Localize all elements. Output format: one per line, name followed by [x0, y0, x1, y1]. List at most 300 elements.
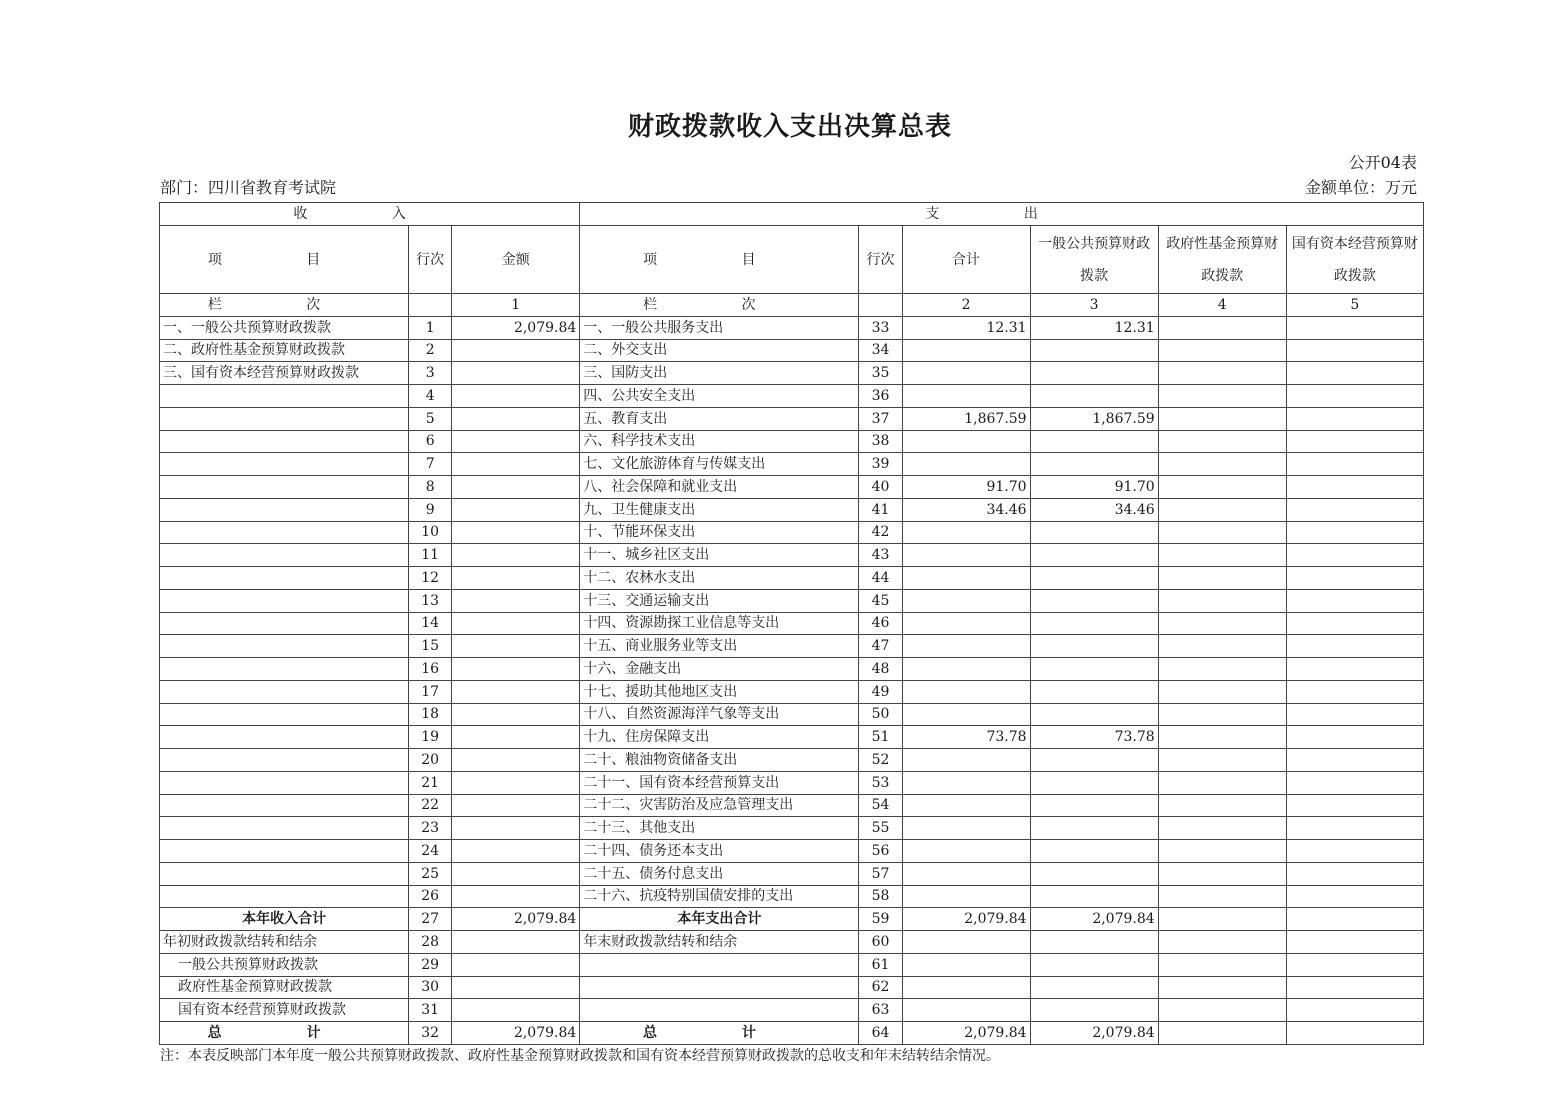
table-row: [160, 407, 1424, 430]
table-row: [160, 749, 1424, 772]
expense-line-cell: 42: [859, 521, 902, 544]
expense-state-capital-cell: [1286, 703, 1423, 726]
expense-gov-fund-cell: [1158, 999, 1286, 1022]
income-line-cell: 28: [409, 931, 452, 954]
expense-line-cell: 62: [859, 976, 902, 999]
expense-general-budget-cell: 2,079.84: [1030, 908, 1158, 931]
table-row: [160, 567, 1424, 590]
income-line-cell: 24: [409, 840, 452, 863]
expense-total-cell: [902, 885, 1030, 908]
income-amount-cell: [452, 771, 580, 794]
expense-state-capital-cell: [1286, 840, 1423, 863]
expense-general-budget-cell: [1030, 817, 1158, 840]
expense-state-capital-cell: [1286, 362, 1423, 385]
expense-item-cell: 年末财政拨款结转和结余: [580, 931, 859, 954]
income-item-cell: [160, 703, 409, 726]
income-item-cell: [160, 794, 409, 817]
expense-line-header: 行次: [859, 226, 902, 294]
income-amount-cell: [452, 544, 580, 567]
table-row: [160, 794, 1424, 817]
expense-line-cell: 35: [859, 362, 902, 385]
income-amount-cell: [452, 840, 580, 863]
expense-general-budget-cell: [1030, 544, 1158, 567]
expense-gov-fund-cell: [1158, 385, 1286, 408]
income-item-cell: 一、一般公共预算财政拨款: [160, 316, 409, 339]
expense-general-budget-cell: [1030, 521, 1158, 544]
expense-item-cell: 十二、农林水支出: [580, 567, 859, 590]
income-lanci-label: 栏 次: [160, 294, 409, 317]
expense-total-cell: 12.31: [902, 316, 1030, 339]
income-item-cell: 一般公共预算财政拨款: [160, 953, 409, 976]
expense-gov-fund-cell: [1158, 749, 1286, 772]
expense-gov-fund-cell: [1158, 635, 1286, 658]
expense-total-cell: 1,867.59: [902, 407, 1030, 430]
expense-total-cell: [902, 703, 1030, 726]
expense-total-cell: [902, 635, 1030, 658]
expense-gov-fund-cell: [1158, 794, 1286, 817]
expense-general-budget-cell: [1030, 385, 1158, 408]
income-item-cell: 三、国有资本经营预算财政拨款: [160, 362, 409, 385]
expense-general-budget-cell: [1030, 999, 1158, 1022]
expense-item-cell: 十七、援助其他地区支出: [580, 680, 859, 703]
table-row: [160, 498, 1424, 521]
expense-gov-fund-cell: [1158, 976, 1286, 999]
expense-total-cell: 2,079.84: [902, 908, 1030, 931]
expense-general-budget-cell: [1030, 635, 1158, 658]
expense-line-cell: 39: [859, 453, 902, 476]
income-amount-cell: [452, 658, 580, 681]
expense-item-header: 项 目: [580, 226, 859, 294]
income-item-cell: [160, 476, 409, 499]
income-amount-cell: [452, 589, 580, 612]
income-amount-cell: 2,079.84: [452, 908, 580, 931]
income-item-cell: 总 计: [160, 1022, 409, 1045]
expense-line-cell: 57: [859, 862, 902, 885]
state-capital-header: 国有资本经营预算财政拨款: [1286, 226, 1423, 294]
expense-line-cell: 46: [859, 612, 902, 635]
expense-gov-fund-cell: [1158, 498, 1286, 521]
income-item-cell: [160, 771, 409, 794]
col-number-5: 5: [1286, 294, 1423, 317]
expense-state-capital-cell: [1286, 498, 1423, 521]
table-row: [160, 931, 1424, 954]
expense-total-cell: [902, 612, 1030, 635]
expense-total-cell: [902, 794, 1030, 817]
report-title: 财政拨款收入支出决算总表: [627, 112, 952, 142]
expense-total-cell: [902, 976, 1030, 999]
expense-state-capital-cell: [1286, 931, 1423, 954]
expense-gov-fund-cell: [1158, 430, 1286, 453]
income-amount-cell: [452, 794, 580, 817]
expense-total-cell: [902, 840, 1030, 863]
expense-gov-fund-cell: [1158, 476, 1286, 499]
income-amount-cell: [452, 999, 580, 1022]
income-amount-cell: [452, 567, 580, 590]
expense-state-capital-cell: [1286, 316, 1423, 339]
expense-gov-fund-cell: [1158, 316, 1286, 339]
income-line-cell: 18: [409, 703, 452, 726]
table-row: [160, 885, 1424, 908]
expense-line-cell: 49: [859, 680, 902, 703]
expense-line-cell: 64: [859, 1022, 902, 1045]
income-line-cell: 25: [409, 862, 452, 885]
expense-section-header: 支 出: [580, 203, 1424, 226]
expense-general-budget-cell: [1030, 453, 1158, 476]
expense-line-cell: 47: [859, 635, 902, 658]
income-amount-header: 金额: [452, 226, 580, 294]
expense-item-cell: 二十三、其他支出: [580, 817, 859, 840]
expense-state-capital-cell: [1286, 976, 1423, 999]
expense-state-capital-cell: [1286, 521, 1423, 544]
expense-item-cell: 十九、住房保障支出: [580, 726, 859, 749]
expense-total-cell: 91.70: [902, 476, 1030, 499]
expense-total-cell: [902, 362, 1030, 385]
income-item-cell: 政府性基金预算财政拨款: [160, 976, 409, 999]
expense-gov-fund-cell: [1158, 771, 1286, 794]
expense-item-cell: 十一、城乡社区支出: [580, 544, 859, 567]
expense-item-cell: 二十四、债务还本支出: [580, 840, 859, 863]
expense-general-budget-cell: [1030, 953, 1158, 976]
expense-line-cell: 58: [859, 885, 902, 908]
expense-state-capital-cell: [1286, 612, 1423, 635]
expense-state-capital-cell: [1286, 726, 1423, 749]
expense-item-cell: 十四、资源勘探工业信息等支出: [580, 612, 859, 635]
income-amount-cell: [452, 476, 580, 499]
expense-state-capital-cell: [1286, 567, 1423, 590]
expense-general-budget-cell: [1030, 339, 1158, 362]
income-line-cell: 3: [409, 362, 452, 385]
income-item-cell: [160, 430, 409, 453]
income-item-cell: [160, 862, 409, 885]
income-line-cell: 1: [409, 316, 452, 339]
expense-line-cell: 59: [859, 908, 902, 931]
expense-general-budget-cell: 1,867.59: [1030, 407, 1158, 430]
income-line-cell: 22: [409, 794, 452, 817]
expense-gov-fund-cell: [1158, 612, 1286, 635]
income-amount-cell: [452, 498, 580, 521]
income-item-cell: [160, 567, 409, 590]
expense-line-cell: 33: [859, 316, 902, 339]
expense-line-cell: 55: [859, 817, 902, 840]
expense-line-cell: 38: [859, 430, 902, 453]
expense-total-cell: [902, 931, 1030, 954]
expense-total-cell: [902, 430, 1030, 453]
income-amount-cell: 2,079.84: [452, 1022, 580, 1045]
income-item-cell: [160, 589, 409, 612]
expense-line-cell: 51: [859, 726, 902, 749]
expense-general-budget-cell: [1030, 658, 1158, 681]
expense-total-cell: [902, 771, 1030, 794]
expense-gov-fund-cell: [1158, 567, 1286, 590]
expense-item-cell: 本年支出合计: [580, 908, 859, 931]
expense-line-cell: 52: [859, 749, 902, 772]
income-item-cell: [160, 635, 409, 658]
income-lanci-blank: [409, 294, 452, 317]
expense-item-cell: 十八、自然资源海洋气象等支出: [580, 703, 859, 726]
expense-state-capital-cell: [1286, 658, 1423, 681]
expense-item-cell: 五、教育支出: [580, 407, 859, 430]
expense-state-capital-cell: [1286, 794, 1423, 817]
income-item-cell: 本年收入合计: [160, 908, 409, 931]
expense-total-cell: 34.46: [902, 498, 1030, 521]
expense-total-cell: [902, 544, 1030, 567]
expense-item-cell: 二十五、债务付息支出: [580, 862, 859, 885]
expense-gov-fund-cell: [1158, 885, 1286, 908]
expense-gov-fund-cell: [1158, 453, 1286, 476]
expense-lanci-blank: [859, 294, 902, 317]
expense-total-cell: [902, 749, 1030, 772]
expense-line-cell: 40: [859, 476, 902, 499]
expense-general-budget-cell: [1030, 680, 1158, 703]
expense-item-cell: 二十一、国有资本经营预算支出: [580, 771, 859, 794]
expense-state-capital-cell: [1286, 771, 1423, 794]
table-row: [160, 862, 1424, 885]
expense-general-budget-cell: [1030, 703, 1158, 726]
expense-general-budget-cell: [1030, 589, 1158, 612]
fiscal-summary-table: [159, 202, 1424, 1045]
income-item-cell: 国有资本经营预算财政拨款: [160, 999, 409, 1022]
income-item-cell: 年初财政拨款结转和结余: [160, 931, 409, 954]
income-amount-cell: [452, 862, 580, 885]
income-item-cell: [160, 885, 409, 908]
expense-total-cell: [902, 385, 1030, 408]
income-line-cell: 9: [409, 498, 452, 521]
expense-item-cell: [580, 976, 859, 999]
table-row: [160, 908, 1424, 931]
table-row: [160, 726, 1424, 749]
expense-line-cell: 34: [859, 339, 902, 362]
expense-total-cell: [902, 339, 1030, 362]
expense-general-budget-cell: [1030, 362, 1158, 385]
expense-gov-fund-cell: [1158, 544, 1286, 567]
income-line-cell: 30: [409, 976, 452, 999]
gov-fund-header: 政府性基金预算财政拨款: [1158, 226, 1286, 294]
income-amount-cell: [452, 635, 580, 658]
income-line-cell: 13: [409, 589, 452, 612]
income-line-header: 行次: [409, 226, 452, 294]
income-line-cell: 19: [409, 726, 452, 749]
income-section-header: 收 入: [160, 203, 580, 226]
income-line-cell: 32: [409, 1022, 452, 1045]
expense-state-capital-cell: [1286, 385, 1423, 408]
income-amount-cell: [452, 612, 580, 635]
expense-line-cell: 36: [859, 385, 902, 408]
expense-item-cell: 十五、商业服务业等支出: [580, 635, 859, 658]
income-item-cell: [160, 658, 409, 681]
expense-total-cell: 73.78: [902, 726, 1030, 749]
income-line-cell: 27: [409, 908, 452, 931]
expense-gov-fund-cell: [1158, 521, 1286, 544]
table-row: [160, 544, 1424, 567]
income-line-cell: 11: [409, 544, 452, 567]
expense-gov-fund-cell: [1158, 931, 1286, 954]
expense-general-budget-cell: 73.78: [1030, 726, 1158, 749]
expense-general-budget-cell: [1030, 794, 1158, 817]
expense-item-cell: 六、科学技术支出: [580, 430, 859, 453]
expense-state-capital-cell: [1286, 749, 1423, 772]
expense-item-cell: 七、文化旅游体育与传媒支出: [580, 453, 859, 476]
expense-gov-fund-cell: [1158, 407, 1286, 430]
expense-gov-fund-cell: [1158, 589, 1286, 612]
income-item-cell: 二、政府性基金预算财政拨款: [160, 339, 409, 362]
table-row: [160, 976, 1424, 999]
expense-lanci-label: 栏 次: [580, 294, 859, 317]
income-item-cell: [160, 749, 409, 772]
expense-state-capital-cell: [1286, 544, 1423, 567]
income-line-cell: 16: [409, 658, 452, 681]
income-amount-cell: [452, 817, 580, 840]
expense-state-capital-cell: [1286, 635, 1423, 658]
income-item-cell: [160, 680, 409, 703]
expense-total-cell: [902, 680, 1030, 703]
expense-gov-fund-cell: [1158, 1022, 1286, 1045]
income-item-cell: [160, 726, 409, 749]
expense-item-cell: 十三、交通运输支出: [580, 589, 859, 612]
table-row: [160, 612, 1424, 635]
table-row: [160, 453, 1424, 476]
expense-state-capital-cell: [1286, 999, 1423, 1022]
income-amount-cell: [452, 953, 580, 976]
income-line-cell: 21: [409, 771, 452, 794]
expense-gov-fund-cell: [1158, 362, 1286, 385]
expense-state-capital-cell: [1286, 339, 1423, 362]
col-number-4: 4: [1158, 294, 1286, 317]
income-item-cell: [160, 407, 409, 430]
table-row: [160, 953, 1424, 976]
col-number-2: 2: [902, 294, 1030, 317]
expense-total-cell: [902, 817, 1030, 840]
expense-state-capital-cell: [1286, 817, 1423, 840]
expense-line-cell: 61: [859, 953, 902, 976]
expense-gov-fund-cell: [1158, 680, 1286, 703]
expense-gov-fund-cell: [1158, 658, 1286, 681]
income-item-cell: [160, 521, 409, 544]
expense-item-cell: 二十六、抗疫特别国债安排的支出: [580, 885, 859, 908]
expense-item-cell: 总 计: [580, 1022, 859, 1045]
income-amount-cell: [452, 521, 580, 544]
expense-line-cell: 41: [859, 498, 902, 521]
expense-general-budget-cell: 91.70: [1030, 476, 1158, 499]
expense-gov-fund-cell: [1158, 726, 1286, 749]
expense-state-capital-cell: [1286, 1022, 1423, 1045]
expense-state-capital-cell: [1286, 680, 1423, 703]
income-amount-cell: [452, 453, 580, 476]
income-item-cell: [160, 612, 409, 635]
table-row: [160, 316, 1424, 339]
income-line-cell: 15: [409, 635, 452, 658]
table-footnote: 注：本表反映部门本年度一般公共预算财政拨款、政府性基金预算财政拨款和国有资本经营预算财政拨款的总收支和年末结转结余情况。: [160, 1048, 1000, 1064]
expense-state-capital-cell: [1286, 953, 1423, 976]
income-line-cell: 4: [409, 385, 452, 408]
expense-total-cell: [902, 589, 1030, 612]
expense-total-cell: 2,079.84: [902, 1022, 1030, 1045]
expense-general-budget-cell: [1030, 567, 1158, 590]
total-header: 合计: [902, 226, 1030, 294]
income-amount-cell: [452, 726, 580, 749]
table-row: [160, 362, 1424, 385]
expense-item-cell: 四、公共安全支出: [580, 385, 859, 408]
expense-total-cell: [902, 453, 1030, 476]
income-line-cell: 14: [409, 612, 452, 635]
expense-total-cell: [902, 521, 1030, 544]
income-amount-cell: [452, 703, 580, 726]
expense-state-capital-cell: [1286, 862, 1423, 885]
department-label: 部门：四川省教育考试院: [160, 178, 337, 197]
income-amount-cell: [452, 385, 580, 408]
income-line-cell: 23: [409, 817, 452, 840]
table-row: [160, 339, 1424, 362]
expense-line-cell: 53: [859, 771, 902, 794]
expense-general-budget-cell: [1030, 885, 1158, 908]
expense-state-capital-cell: [1286, 885, 1423, 908]
income-amount-cell: [452, 407, 580, 430]
expense-line-cell: 45: [859, 589, 902, 612]
income-item-cell: [160, 817, 409, 840]
income-line-cell: 12: [409, 567, 452, 590]
expense-general-budget-cell: [1030, 862, 1158, 885]
income-item-cell: [160, 544, 409, 567]
income-amount-cell: [452, 749, 580, 772]
expense-item-cell: 一、一般公共服务支出: [580, 316, 859, 339]
income-amount-cell: [452, 885, 580, 908]
expense-line-cell: 50: [859, 703, 902, 726]
table-row: [160, 840, 1424, 863]
table-row: [160, 430, 1424, 453]
income-line-cell: 6: [409, 430, 452, 453]
table-row: [160, 589, 1424, 612]
expense-total-cell: [902, 862, 1030, 885]
expense-state-capital-cell: [1286, 430, 1423, 453]
expense-item-cell: 十六、金融支出: [580, 658, 859, 681]
income-amount-cell: [452, 976, 580, 999]
expense-gov-fund-cell: [1158, 862, 1286, 885]
expense-general-budget-cell: [1030, 840, 1158, 863]
expense-state-capital-cell: [1286, 476, 1423, 499]
expense-general-budget-cell: [1030, 430, 1158, 453]
income-line-cell: 26: [409, 885, 452, 908]
income-line-cell: 20: [409, 749, 452, 772]
expense-total-cell: [902, 999, 1030, 1022]
table-row: [160, 703, 1424, 726]
expense-general-budget-cell: [1030, 612, 1158, 635]
income-item-cell: [160, 453, 409, 476]
expense-state-capital-cell: [1286, 908, 1423, 931]
expense-total-cell: [902, 953, 1030, 976]
table-row: [160, 658, 1424, 681]
expense-general-budget-cell: [1030, 749, 1158, 772]
expense-gov-fund-cell: [1158, 953, 1286, 976]
expense-state-capital-cell: [1286, 453, 1423, 476]
expense-general-budget-cell: 34.46: [1030, 498, 1158, 521]
expense-line-cell: 63: [859, 999, 902, 1022]
expense-total-cell: [902, 567, 1030, 590]
expense-general-budget-cell: 12.31: [1030, 316, 1158, 339]
income-amount-cell: [452, 931, 580, 954]
income-amount-cell: [452, 430, 580, 453]
expense-line-cell: 48: [859, 658, 902, 681]
expense-line-cell: 56: [859, 840, 902, 863]
expense-line-cell: 43: [859, 544, 902, 567]
table-row: [160, 635, 1424, 658]
expense-line-cell: 44: [859, 567, 902, 590]
income-line-cell: 10: [409, 521, 452, 544]
form-code: 公开04表: [1348, 153, 1417, 172]
expense-gov-fund-cell: [1158, 840, 1286, 863]
col-number-1: 1: [452, 294, 580, 317]
general-budget-header: 一般公共预算财政拨款: [1030, 226, 1158, 294]
table-row: [160, 385, 1424, 408]
expense-line-cell: 60: [859, 931, 902, 954]
